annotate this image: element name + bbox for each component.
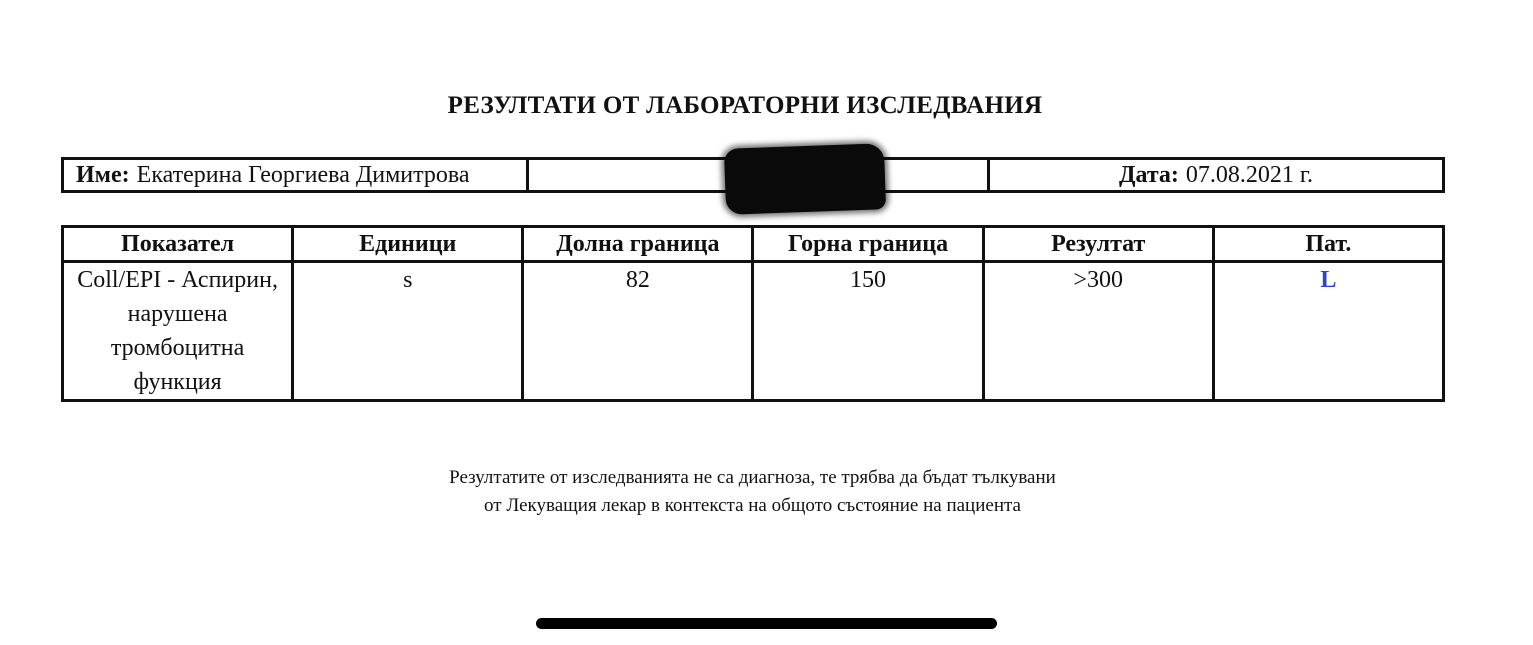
patient-name: Екатерина Георгиева Димитрова <box>136 161 470 188</box>
patient-name-cell <box>64 160 526 190</box>
date-label: Дата: <box>1118 161 1179 188</box>
patient-egn-cell <box>526 160 987 190</box>
home-indicator-bar[interactable] <box>536 618 997 629</box>
patient-info-table <box>61 157 1445 193</box>
disclaimer-note <box>0 464 1505 520</box>
report-date: 07.08.2021 г. <box>1185 161 1314 188</box>
header-lower-limit: Долна граница <box>523 227 753 262</box>
disclaimer-line-2: от Лекуващия лекар в контекста на общото състояние на пациента <box>484 495 1021 516</box>
redaction-mark <box>724 143 886 215</box>
table-row <box>63 262 1444 401</box>
unit-cell: s <box>293 262 523 401</box>
indicator-cell: Coll/EPI - Аспирин, нарушена тромбоцитна функция <box>63 262 293 401</box>
upper-limit-cell: 150 <box>753 262 983 401</box>
header-pathology: Пат. <box>1213 227 1443 262</box>
result-cell: >300 <box>983 262 1213 401</box>
pathology-flag-cell: L <box>1213 262 1443 401</box>
lab-results-table <box>61 225 1445 402</box>
header-indicator: Показател <box>63 227 293 262</box>
name-label: Име: <box>76 161 130 188</box>
header-units: Единици <box>293 227 523 262</box>
document-title: РЕЗУЛТАТИ ОТ ЛАБОРАТОРНИ ИЗСЛЕДВАНИЯ <box>447 92 1043 119</box>
disclaimer-line-1: Резултатите от изследванията не са диагноза, те трябва да бъдат тълкувани <box>449 467 1056 488</box>
header-upper-limit: Горна граница <box>753 227 983 262</box>
table-header-row <box>63 227 1444 262</box>
lower-limit-cell: 82 <box>523 262 753 401</box>
report-date-cell <box>987 160 1442 190</box>
header-result: Резултат <box>983 227 1213 262</box>
